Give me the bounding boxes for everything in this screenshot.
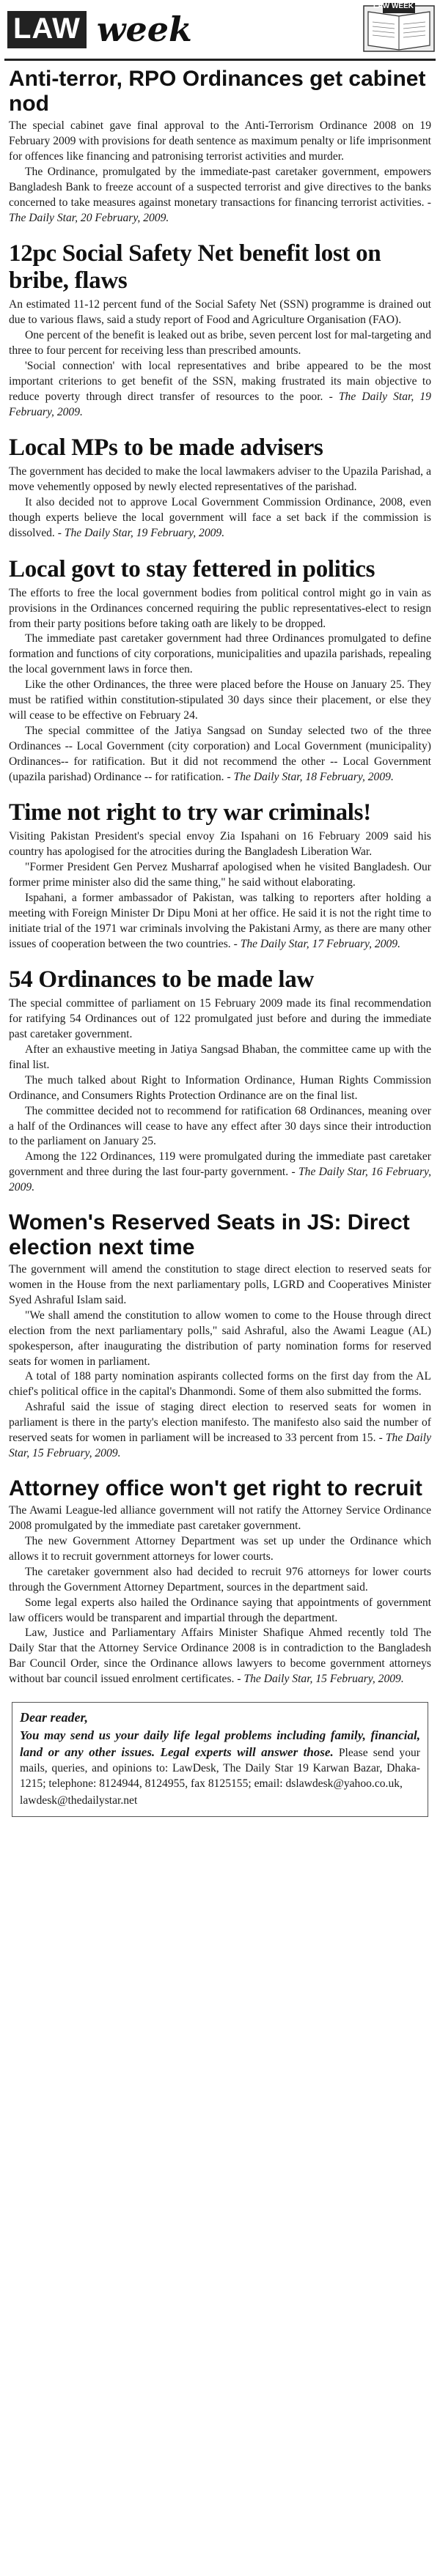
dear-reader-title: Dear reader, <box>20 1710 88 1725</box>
article-paragraph: The committee decided not to recommend for ratification 68 Ordinances, meaning over a half of the Ordinances will cease to have any effect after 30 days since their introduction to the parliament on January 25. <box>9 1104 431 1148</box>
article-headline: Local govt to stay fettered in politics <box>9 555 375 582</box>
article-source: - The Daily Star, 16 February, 2009. <box>9 1166 431 1194</box>
article-paragraph: "We shall amend the constitution to allow women to come to the House through direct election from the next parliamentary polls," said Ashraful, also the Awami League (AL) spokesperson, after inaugurating the distribution of party nomination forms for reserved seats for women in parliament. <box>9 1309 431 1368</box>
dear-reader-contact: Please send your mails, queries, and opinions to: LawDesk, The Daily Star 19 Karwan Bazar, Dhaka-1215; telephone: 8124944, 8124955, fax 8125155; email: dslawdesk@yahoo.co.uk, <box>20 1747 420 1790</box>
article-paragraph: The immediate past caretaker government had three Ordinances promulgated to define formation and functions of city corporations, municipalities and upazila parishads, repealing the local government laws in force then. <box>9 632 431 676</box>
article-paragraph <box>9 495 431 541</box>
article-paragraph <box>9 1150 431 1196</box>
article-paragraph <box>9 891 431 952</box>
article-source: - The Daily Star, 20 February, 2009. <box>9 196 431 224</box>
dear-reader-box <box>12 1702 428 1817</box>
article <box>9 67 431 226</box>
article-source: - The Daily Star, 15 February, 2009. <box>237 1673 404 1686</box>
article-paragraph-text: The special committee of the Jatiya Sangsad on Sunday selected two of the three Ordinances -- Local Government (city corporation) and Local Government (municipality) Ordinances-- for ratification. But it did not recommend the other -- Local Government (upazila parishad) Ordinance -- for ratification. <box>9 724 431 783</box>
article-paragraph-text: 'Social connection' with local representatives and bribe appeared to be the most important criterions to get benefit of the SSN, making frustrated its main objective to reduce poverty through direct transfer of resources to the poor. <box>9 359 431 403</box>
article-source: - The Daily Star, 17 February, 2009. <box>233 937 401 950</box>
dear-reader-email[interactable]: lawdesk@thedailystar.net <box>20 1794 138 1807</box>
article <box>9 434 431 541</box>
dear-reader-text <box>20 1728 420 1792</box>
article-headline: 12pc Social Safety Net benefit lost on bribe, flaws <box>9 240 381 295</box>
article-paragraph: A total of 188 party nomination aspirants collected forms on the first day from the AL chief's political office in the capital's Dhanmondi. Some of them also submitted the forms. <box>9 1370 431 1399</box>
article-paragraph: One percent of the benefit is leaked out as bribe, seven percent lost for mal-targeting and three to four percent for receiving less than prescribed amounts. <box>9 329 431 357</box>
article <box>9 240 431 420</box>
article-headline: Time not right to try war criminals! <box>9 799 371 826</box>
article-paragraph <box>9 359 431 421</box>
article-paragraph: After an exhaustive meeting in Jatiya Sangsad Bhaban, the committee came up with the final list. <box>9 1043 431 1071</box>
article-paragraph-text: Ispahani, a former ambassador of Pakistan, was talking to reporters after holding a meeting with Foreign Minister Dr Dipu Moni at her office. He said it is not the right time to initiate trial of the 1971 war criminals involving the Pakistani Army, as there are many other issues of cooperation between the two countries. <box>9 891 431 950</box>
article <box>9 966 431 1196</box>
article <box>9 799 431 952</box>
article <box>9 1210 431 1462</box>
masthead <box>4 0 436 61</box>
article-paragraph: The efforts to free the local government bodies from political control might go in vain as provisions in the Ordinances concerned requiring the public representatives-elect to resign from their party positions before taking oath are likely to be dropped. <box>9 586 431 630</box>
section-logo-week: week <box>96 10 192 49</box>
article-paragraph <box>9 165 431 226</box>
article-paragraph-text: It also decided not to approve Local Government Commission Ordinance, 2008, even though experts believe the local government will face a set back if the commission is dissolved. <box>9 496 431 539</box>
article-headline: Attorney office won't get right to recruit <box>9 1476 422 1500</box>
article-paragraph <box>9 1400 431 1462</box>
law-week-art-label: LAW WEEK <box>373 2 414 10</box>
article-paragraph: The special cabinet gave final approval to the Anti-Terrorism Ordinance 2008 on 19 February 2009 with provisions for death sentence as maximum penalty or life imprisonment for offences like financing and patronising terrorist activities and murder. <box>9 119 431 163</box>
article-headline: 54 Ordinances to be made law <box>9 966 315 993</box>
article-paragraph-text: The Ordinance, promulgated by the immediate-past caretaker government, empowers Bangladesh Bank to freeze account of a suspected terrorist and give directives to the banks concerned to take measures against monetary transactions for financing terrorist activities. <box>9 165 431 209</box>
article-paragraph: The special committee of parliament on 15 February 2009 made its final recommendation for ratifying 54 Ordinances out of 122 promulgated just before and during the immediate past caretaker government. <box>9 997 431 1041</box>
article-paragraph <box>9 1626 431 1687</box>
article <box>9 1476 431 1687</box>
section-logo-law: LAW <box>7 11 87 48</box>
article-source: - The Daily Star, 15 February, 2009. <box>9 1431 431 1459</box>
article-paragraph: The government will amend the constitution to stage direct election to reserved seats for women in the House from the next parliamentary polls, LGRD and Cooperatives Minister Syed Ashraful Islam said. <box>9 1263 431 1306</box>
article-headline: Anti-terror, RPO Ordinances get cabinet nod <box>9 67 426 116</box>
article-paragraph: An estimated 11-12 percent fund of the Social Safety Net (SSN) programme is drained out due to various flaws, said a study report of Food and Agriculture Organisation (FAO). <box>9 298 431 327</box>
articles-column <box>4 61 436 1817</box>
article-source: - The Daily Star, 18 February, 2009. <box>227 770 394 783</box>
article-paragraph: The caretaker government also had decided to recruit 976 attorneys for lower courts through the Government Attorney Department, sources in the department said. <box>9 1565 431 1594</box>
article-paragraph: Visiting Pakistan President's special envoy Zia Ispahani on 16 February 2009 said his country has apologised for the atrocities during the Bangladesh Liberation War. <box>9 830 431 859</box>
article-paragraph-text: Law, Justice and Parliamentary Affairs Minister Shafique Ahmed recently told The Daily Star that the Attorney Service Ordinance 2008 is in contradiction to the Bangladesh Bar Council Order, since the Ordinance allows lawyers to become government attorneys without bar council issued enrolment certificates. <box>9 1626 431 1686</box>
article-paragraph: The government has decided to make the local lawmakers adviser to the Upazila Parishad, a move vehemently opposed by newly elected representatives of the parishad. <box>9 465 431 494</box>
article-paragraph: The new Government Attorney Department was set up under the Ordinance which allows it to recruit government attorneys for lower courts. <box>9 1535 431 1563</box>
article-source: - The Daily Star, 19 February, 2009. <box>57 526 225 539</box>
article-paragraph-text: Ashraful said the issue of staging direct election to reserved seats for women in parliament is there in the party's election manifesto. The manifesto also said the number of reserved seats for women in parliament will be increased to 33 percent from 15. <box>9 1401 431 1444</box>
article-headline: Women's Reserved Seats in JS: Direct election next time <box>9 1210 410 1259</box>
article-paragraph: Like the other Ordinances, the three were placed before the House on January 25. They must be ratified within constitution-stipulated 30 days since their placement, or else they will cease to be effective on February 24. <box>9 678 431 722</box>
article-paragraph: Some legal experts also hailed the Ordinance saying that appointments of government law officers would be transparent and impartial through the department. <box>9 1596 431 1624</box>
dear-reader-intro: You may send us your daily life legal problems including family, financial, land or any other issues. Legal experts will answer those. <box>20 1728 420 1760</box>
article-headline: Local MPs to be made advisers <box>9 434 323 462</box>
article-paragraph: "Former President Gen Pervez Musharraf apologised when he visited Bangladesh. Our former prime minister also did the same thing," he said without elaborating. <box>9 861 431 889</box>
article-paragraph <box>9 724 431 785</box>
article <box>9 556 431 785</box>
article-paragraph: The Awami League-led alliance government will not ratify the Attorney Service Ordinance 2008 promulgated by the immediate past caretaker government. <box>9 1504 431 1533</box>
article-paragraph: The much talked about Right to Information Ordinance, Human Rights Commission Ordinance, and Consumers Rights Protection Ordinance are on the final list. <box>9 1073 431 1102</box>
article-source: - The Daily Star, 19 February, 2009. <box>9 390 431 418</box>
article-paragraph-text: Among the 122 Ordinances, 119 were promulgated during the immediate past caretaker government and three during the last four-party government. <box>9 1150 431 1179</box>
